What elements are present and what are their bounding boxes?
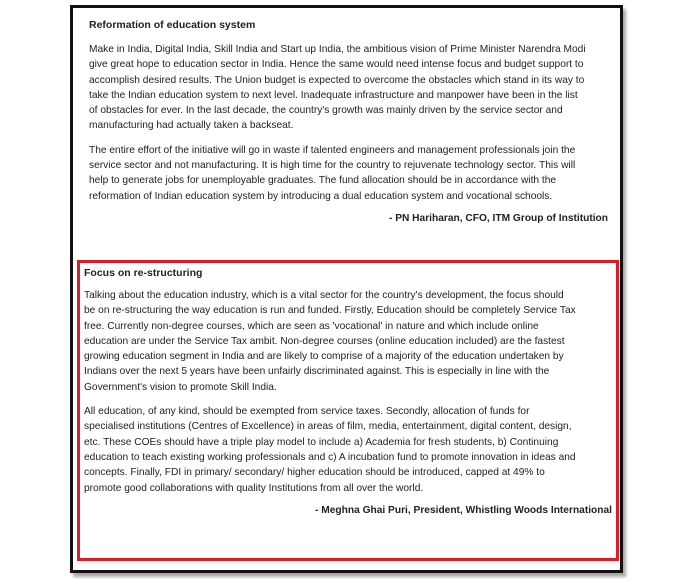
paragraph bbox=[89, 143, 610, 204]
section-title: Focus on re-structuring bbox=[84, 267, 203, 279]
text-line: free. Currently non-degree courses, which are seen as 'vocational' in nature and which include online bbox=[84, 320, 539, 332]
text-line: manufacturing had actually taken a backseat. bbox=[89, 120, 294, 132]
text-line: growing education segment in India and are likely to comprise of a majority of the education undertaken by bbox=[84, 351, 564, 363]
paragraph bbox=[84, 288, 614, 395]
text-line: Talking about the education industry, which is a vital sector for the country's development, the focus should bbox=[84, 290, 564, 301]
signature: - PN Hariharan, CFO, ITM Group of Institution bbox=[388, 212, 608, 224]
text-line: service sector and not manufacturing. It is high time for the country to rejuvenate technology sector. This will bbox=[89, 160, 576, 172]
paragraph bbox=[84, 404, 614, 496]
text-line: give great hope to education sector in India. Hence the same would need intense focus and budget support to bbox=[89, 59, 584, 71]
text-line: reformation of Indian education system by introducing a dual education system and vocational schools. bbox=[89, 190, 553, 202]
text-line: education to teach existing working professionals and c) A incubation fund to promote innovation in ideas and bbox=[84, 451, 576, 463]
text-line: The entire effort of the initiative will go in waste if talented engineers and management professionals join the bbox=[89, 144, 576, 156]
paragraph bbox=[89, 42, 610, 134]
signature: - Meghna Ghai Puri, President, Whistling Woods International bbox=[315, 504, 612, 516]
text-line: of obstacles for ever. In the last decade, the country's growth was mainly driven by the service sector and bbox=[89, 105, 563, 117]
text-line: be on re-structuring the way education is run and funded. Firstly, Education should be completely Service Tax bbox=[84, 305, 576, 317]
text-line: All education, of any kind, should be exempted from service taxes. Secondly, allocation of funds for bbox=[84, 406, 530, 418]
text-line: Make in India, Digital India, Skill India and Start up India, the ambitious vision of Prime Minister Narendra Modi bbox=[89, 44, 586, 55]
section-title: Reformation of education system bbox=[89, 19, 256, 31]
text-line: education are under the Service Tax ambit. Non-degree courses (online education included) are the fastest bbox=[84, 335, 565, 347]
text-line: take the Indian education system to next level. Inadequate infrastructure and manpower have been in the list bbox=[89, 89, 578, 101]
text-line: Government's vision to promote Skill India. bbox=[84, 381, 277, 393]
text-line: Indians over the next 5 years have been unfairly discriminated against. This is especially in line with the bbox=[84, 366, 550, 378]
text-line: etc. These COEs should have a triple play model to include a) Academia for fresh students, b) Continuing bbox=[84, 436, 559, 448]
text-line: promote good collaborations with quality Institutions from all over the world. bbox=[84, 482, 424, 494]
text-line: accomplish desired results. The Union budget is expected to overcome the obstacles which stand in its way to bbox=[89, 74, 585, 86]
text-line: help to generate jobs for unemployable graduates. The fund allocation should be in accordance with the bbox=[89, 175, 557, 187]
section-restructuring-highlighted bbox=[77, 260, 619, 561]
text-line: specialised institutions (Centres of Excellence) in areas of film, media, entertainment, digital content, design, bbox=[84, 421, 572, 433]
text-line: concepts. Finally, FDI in primary/ secondary/ higher education should be introduced, capped at 49% to bbox=[84, 467, 545, 479]
document-frame bbox=[70, 5, 623, 573]
section-reformation bbox=[83, 16, 610, 226]
